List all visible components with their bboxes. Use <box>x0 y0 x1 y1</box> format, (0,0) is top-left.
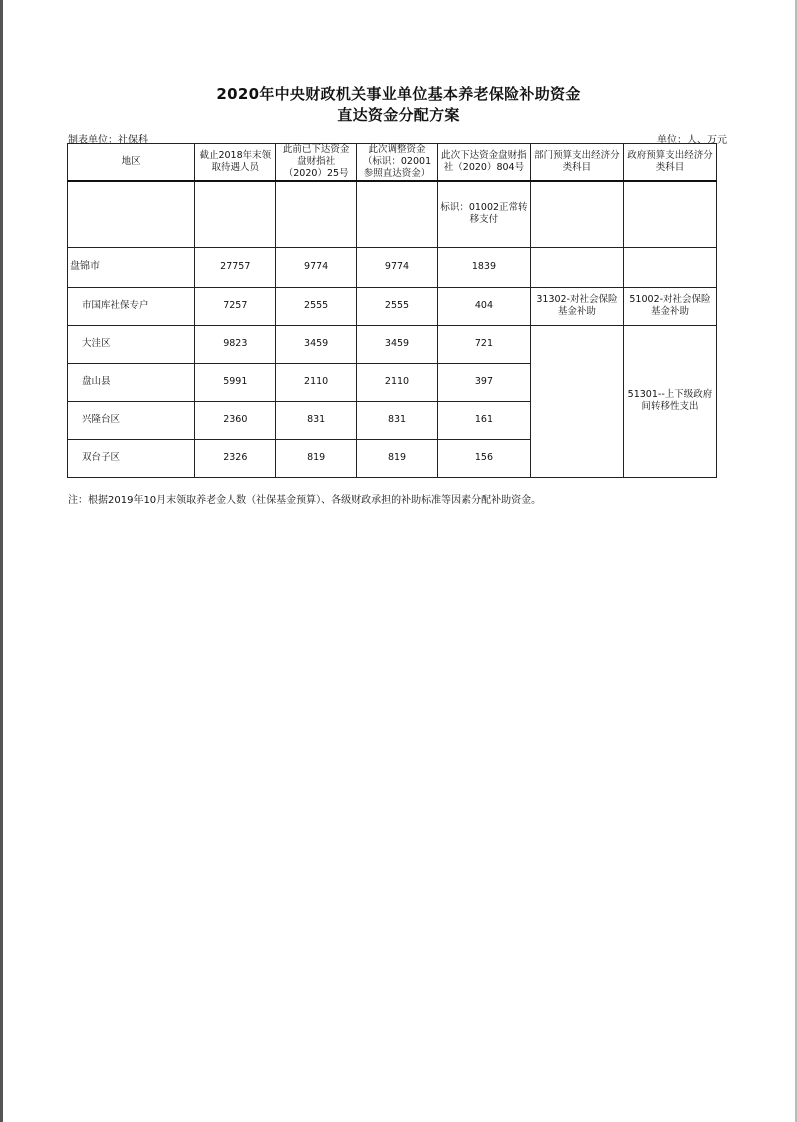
total-empty <box>530 247 623 287</box>
row-current: 156 <box>437 439 530 477</box>
row-region: 双台子区 <box>68 439 195 477</box>
total-previous: 9774 <box>276 247 357 287</box>
prepared-by: 制表单位：社保科 <box>68 135 148 146</box>
footnote: 注：根据2019年10月末领取养老金人数（社保基金预算）、各级财政承担的补助标准等因素分配补助资金。 <box>68 495 542 506</box>
sub-empty <box>623 181 716 247</box>
sub-empty <box>530 181 623 247</box>
row-retirees: 2326 <box>195 439 276 477</box>
document-subtitle: 直达资金分配方案 <box>337 106 460 124</box>
header-adjusted: 此次调整资金（标识：02001参照直达资金） <box>357 144 438 182</box>
header-dept-class: 部门预算支出经济分类科目 <box>530 144 623 182</box>
table-subheader-row <box>68 181 717 247</box>
header-current: 此次下达资金盘财指社（2020）804号 <box>437 144 530 182</box>
row-current: 161 <box>437 401 530 439</box>
row-previous: 819 <box>276 439 357 477</box>
table-row <box>68 287 717 325</box>
row-current: 721 <box>437 325 530 363</box>
header-retirees: 截止2018年末领取待遇人员 <box>195 144 276 182</box>
dept-class-cell: 31302-对社会保险基金补助 <box>530 287 623 325</box>
row-retirees: 5991 <box>195 363 276 401</box>
dept-class-merged-empty <box>530 325 623 477</box>
row-previous: 2555 <box>276 287 357 325</box>
gov-class-cell-first: 51002-对社会保险基金补助 <box>623 287 716 325</box>
row-adjusted: 3459 <box>357 325 438 363</box>
row-adjusted: 819 <box>357 439 438 477</box>
table-header-row <box>68 144 717 182</box>
transfer-mark: 标识：01002正常转移支付 <box>437 181 530 247</box>
row-previous: 3459 <box>276 325 357 363</box>
row-retirees: 7257 <box>195 287 276 325</box>
sub-empty <box>68 181 195 247</box>
table-row <box>68 325 717 363</box>
row-region: 大洼区 <box>68 325 195 363</box>
allocation-table <box>67 143 717 478</box>
row-retirees: 2360 <box>195 401 276 439</box>
table-total-row <box>68 247 717 287</box>
row-current: 404 <box>437 287 530 325</box>
sub-empty <box>195 181 276 247</box>
row-previous: 2110 <box>276 363 357 401</box>
header-region: 地区 <box>68 144 195 182</box>
unit-label: 单位：人、万元 <box>657 135 727 146</box>
total-region: 盘锦市 <box>68 247 195 287</box>
document-title: 2020年中央财政机关事业单位基本养老保险补助资金 <box>216 85 581 103</box>
gov-class-cell-rest: 51301--上下级政府间转移性支出 <box>623 325 716 477</box>
total-retirees: 27757 <box>195 247 276 287</box>
row-previous: 831 <box>276 401 357 439</box>
scan-edge <box>0 0 3 1122</box>
row-adjusted: 2555 <box>357 287 438 325</box>
row-current: 397 <box>437 363 530 401</box>
row-region: 盘山县 <box>68 363 195 401</box>
total-empty <box>623 247 716 287</box>
row-region: 市国库社保专户 <box>68 287 195 325</box>
header-gov-class: 政府预算支出经济分类科目 <box>623 144 716 182</box>
row-region: 兴隆台区 <box>68 401 195 439</box>
row-adjusted: 2110 <box>357 363 438 401</box>
total-adjusted: 9774 <box>357 247 438 287</box>
sub-empty <box>357 181 438 247</box>
total-current: 1839 <box>437 247 530 287</box>
header-previous: 此前已下达资金盘财指社（2020）25号 <box>276 144 357 182</box>
sub-empty <box>276 181 357 247</box>
row-retirees: 9823 <box>195 325 276 363</box>
row-adjusted: 831 <box>357 401 438 439</box>
